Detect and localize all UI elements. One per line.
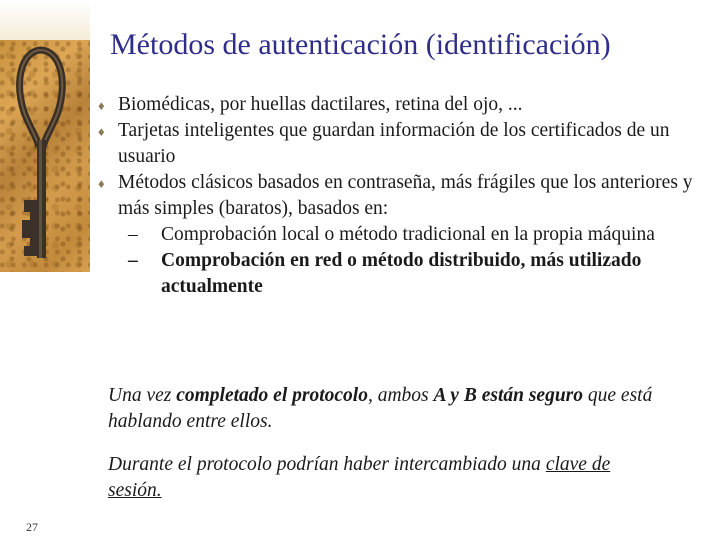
note-protocol-complete [108,383,668,435]
bullet-text: Biomédicas, por huellas dactilares, retina del ojo, ... [118,94,523,115]
sidebar-fade [0,0,90,40]
page-number: 27 [26,520,38,534]
sub-bullet-item [128,222,710,248]
note-text: , ambos [367,385,434,406]
sub-bullet-item [128,248,710,300]
bullet-list [98,92,710,300]
dash-marker: – [128,250,138,271]
bullet-text: Tarjetas inteligentes que guardan información de los certificados de un usuario [118,120,670,167]
note-text: que está hablando entre ellos. [108,385,653,432]
bullet-item [98,92,710,118]
dash-marker: – [128,224,138,245]
decorative-sidebar [0,0,90,540]
note-emphasis: A y B están seguro [433,385,584,406]
note-underlined: clave de sesión. [108,454,611,501]
bullet-item [98,118,710,170]
sub-bullet-text: Comprobación local o método tradicional en la propia máquina [161,224,655,245]
key-image [0,40,90,272]
bullet-item [98,170,710,300]
note-text: Una vez [108,385,177,406]
note-emphasis: completado el protocolo [176,385,368,406]
note-text: Durante el protocolo podrían haber intercambiado una [108,454,546,475]
note-session-key [108,452,668,504]
diamond-bullet-icon: ♦ [98,98,105,113]
sub-bullet-list [118,222,710,300]
sub-bullet-text: Comprobación en red o método distribuido, más utilizado actualmente [161,250,642,297]
diamond-bullet-icon: ♦ [98,176,105,191]
slide-title: Métodos de autenticación (identificación) [110,28,611,61]
sidebar-lower [0,272,90,540]
bullet-text: Métodos clásicos basados en contraseña, más frágiles que los anteriores y más simples (baratos), basados en: [118,172,693,219]
diamond-bullet-icon: ♦ [98,124,105,139]
